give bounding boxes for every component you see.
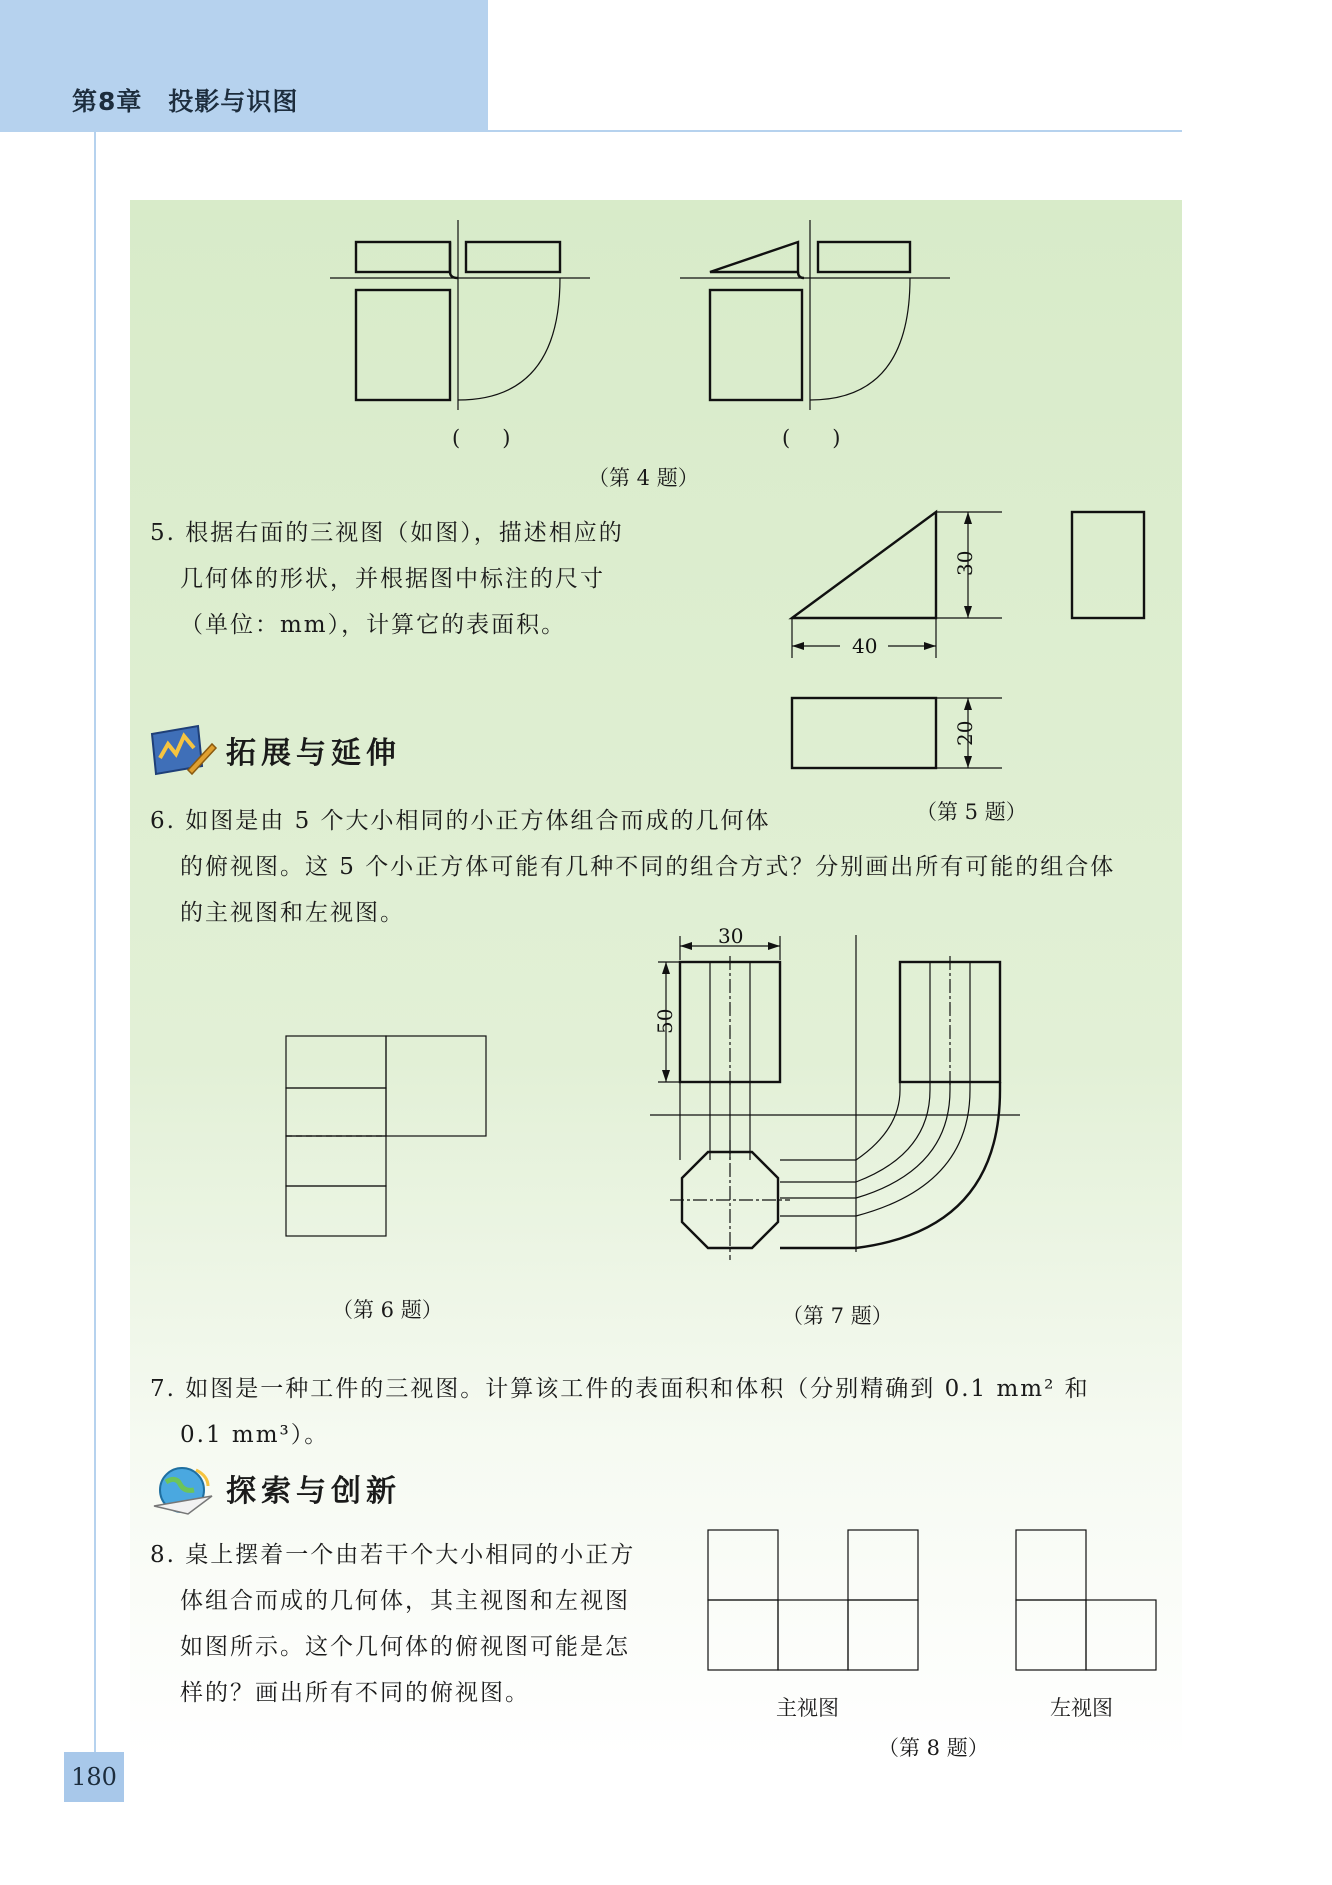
q7-three-view-figure <box>650 924 1030 1260</box>
q4-caption: （第 4 题） <box>588 466 699 490</box>
q5-dim-depth: 20 <box>953 720 977 746</box>
q7-line-2: 0.1 mm³）。 <box>180 1422 330 1448</box>
q5-dim-height: 30 <box>953 550 977 576</box>
q8-caption: （第 8 题） <box>878 1736 989 1760</box>
q8-line-3: 如图所示。这个几何体的俯视图可能是怎 <box>180 1634 630 1660</box>
header-rule <box>488 130 1182 132</box>
q8-line-4: 样的？画出所有不同的俯视图。 <box>180 1680 530 1706</box>
q4-figure-right <box>680 220 950 420</box>
q6-line-2: 的俯视图。这 5 个小正方体可能有几种不同的组合方式？分别画出所有可能的组合体 <box>180 854 1116 880</box>
q7-dim-width: 30 <box>718 924 744 948</box>
q8-left-label: 左视图 <box>1050 1696 1113 1720</box>
section-extend-title: 拓展与延伸 <box>226 736 401 771</box>
q7-dim-height: 50 <box>653 1008 677 1034</box>
chart-pen-icon <box>148 722 218 782</box>
q5-caption: （第 5 题） <box>916 800 1027 824</box>
q6-line-3: 的主视图和左视图。 <box>180 900 405 926</box>
page-number: 180 <box>64 1752 124 1802</box>
q7-caption: （第 7 题） <box>782 1304 893 1328</box>
q5-line-3: （单位：mm），计算它的表面积。 <box>180 612 567 638</box>
q8-line-1: 8. 桌上摆着一个由若干个大小相同的小正方 <box>150 1542 636 1568</box>
q8-left-view-figure <box>1014 1528 1164 1678</box>
q4-blank-right: ( ) <box>782 426 841 450</box>
q5-three-view-figure <box>780 500 1160 800</box>
q5-line-1: 5. 根据右面的三视图（如图），描述相应的 <box>150 520 624 546</box>
q6-line-1: 6. 如图是由 5 个大小相同的小正方体组合而成的几何体 <box>150 808 771 834</box>
q4-figure-left <box>330 220 590 420</box>
q8-front-label: 主视图 <box>776 1696 839 1720</box>
chapter-title: 第8章 投影与识图 <box>72 87 299 116</box>
q7-line-1: 7. 如图是一种工件的三视图。计算该工件的表面积和体积（分别精确到 0.1 mm² 和 <box>150 1376 1090 1402</box>
section-explore-title: 探索与创新 <box>226 1474 401 1509</box>
margin-rule <box>94 132 96 1752</box>
q4-blank-left: ( ) <box>452 426 511 450</box>
q6-caption: （第 6 题） <box>332 1298 443 1322</box>
q5-line-2: 几何体的形状，并根据图中标注的尺寸 <box>180 566 605 592</box>
q5-dim-width: 40 <box>852 634 878 658</box>
globe-plane-icon <box>148 1462 218 1522</box>
q6-top-view-figure <box>280 1030 500 1250</box>
q8-line-2: 体组合而成的几何体，其主视图和左视图 <box>180 1588 630 1614</box>
q8-front-view-figure <box>706 1528 926 1678</box>
